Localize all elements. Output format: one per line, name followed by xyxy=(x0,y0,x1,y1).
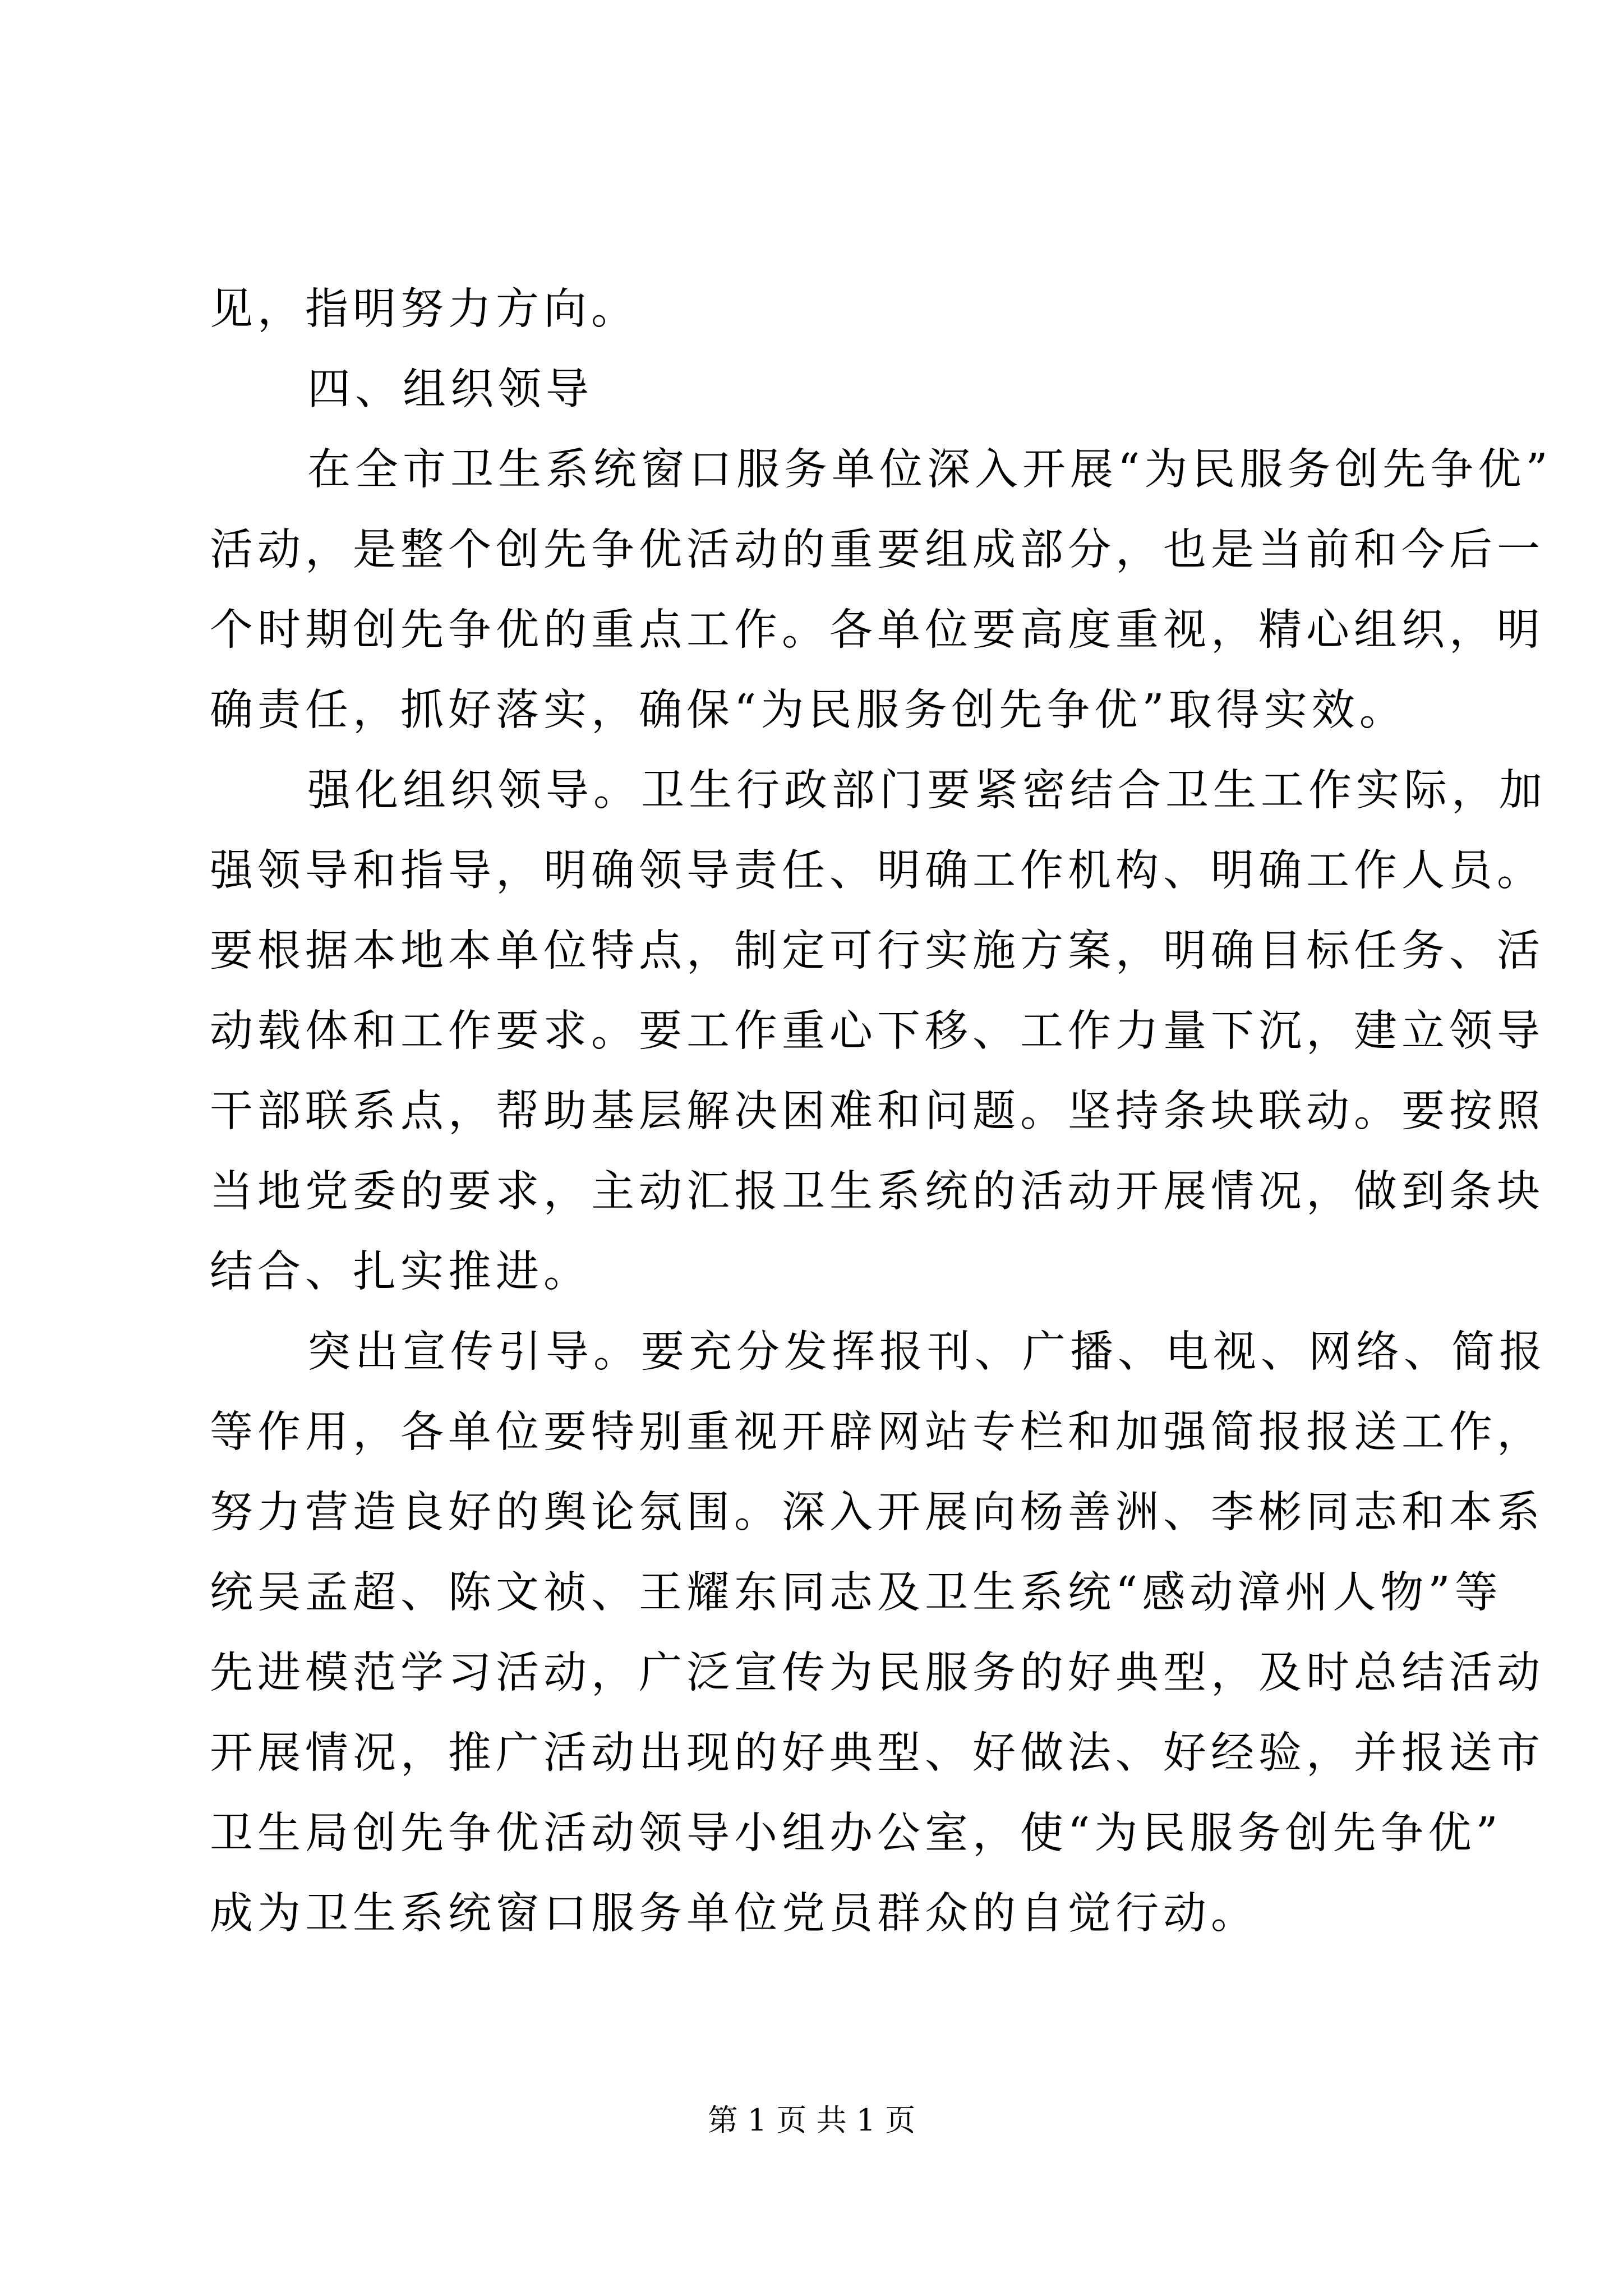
text-line: 干部联系点，帮助基层解决困难和问题。坚持条块联动。要按照 xyxy=(210,1087,1544,1137)
text-line: 见，指明努力方向。 xyxy=(210,284,639,334)
text-line: 个时期创先争优的重点工作。各单位要高度重视，精心组织，明 xyxy=(210,605,1544,655)
text-line: 要根据本地本单位特点，制定可行实施方案，明确目标任务、活 xyxy=(210,926,1544,976)
text-line: 成为卫生系统窗口服务单位党员群众的自觉行动。 xyxy=(210,1889,1258,1939)
text-line: 确责任，抓好落实，确保“为民服务创先争优”取得实效。 xyxy=(210,685,1407,735)
page-number: 第 1 页 共 1 页 xyxy=(707,2102,916,2138)
text-line: 努力营造良好的舆论氛围。深入开展向杨善洲、李彬同志和本系 xyxy=(210,1488,1544,1538)
document-body xyxy=(210,269,1552,1954)
text-line: 开展情况，推广活动出现的好典型、好做法、好经验，并报送市 xyxy=(210,1728,1544,1778)
text-line: 统吴孟超、陈文祯、王耀东同志及卫生系统“感动漳州人物”等 xyxy=(210,1568,1502,1618)
text-line: 突出宣传引导。要充分发挥报刊、广播、电视、网络、简报 xyxy=(307,1327,1547,1377)
text-line: 卫生局创先争优活动领导小组办公室，使“为民服务创先争优” xyxy=(210,1809,1502,1858)
text-line: 先进模范学习活动，广泛宣传为民服务的好典型，及时总结活动 xyxy=(210,1648,1544,1698)
page-footer xyxy=(0,2101,1623,2140)
text-line: 结合、扎实推进。 xyxy=(210,1247,591,1297)
text-line: 强化组织领导。卫生行政部门要紧密结合卫生工作实际，加 xyxy=(307,766,1547,816)
text-line: 在全市卫生系统窗口服务单位深入开展“为民服务创先争优” xyxy=(307,445,1552,495)
text-line: 强领导和指导，明确领导责任、明确工作机构、明确工作人员。 xyxy=(210,846,1544,896)
text-line: 等作用，各单位要特别重视开辟网站专栏和加强简报报送工作， xyxy=(210,1407,1544,1457)
text-line: 动载体和工作要求。要工作重心下移、工作力量下沉，建立领导 xyxy=(210,1006,1544,1056)
text-line: 当地党委的要求，主动汇报卫生系统的活动开展情况，做到条块 xyxy=(210,1167,1544,1217)
text-line: 活动，是整个创先争优活动的重要组成部分，也是当前和今后一 xyxy=(210,525,1544,575)
section-heading: 四、组织领导 xyxy=(307,365,593,415)
